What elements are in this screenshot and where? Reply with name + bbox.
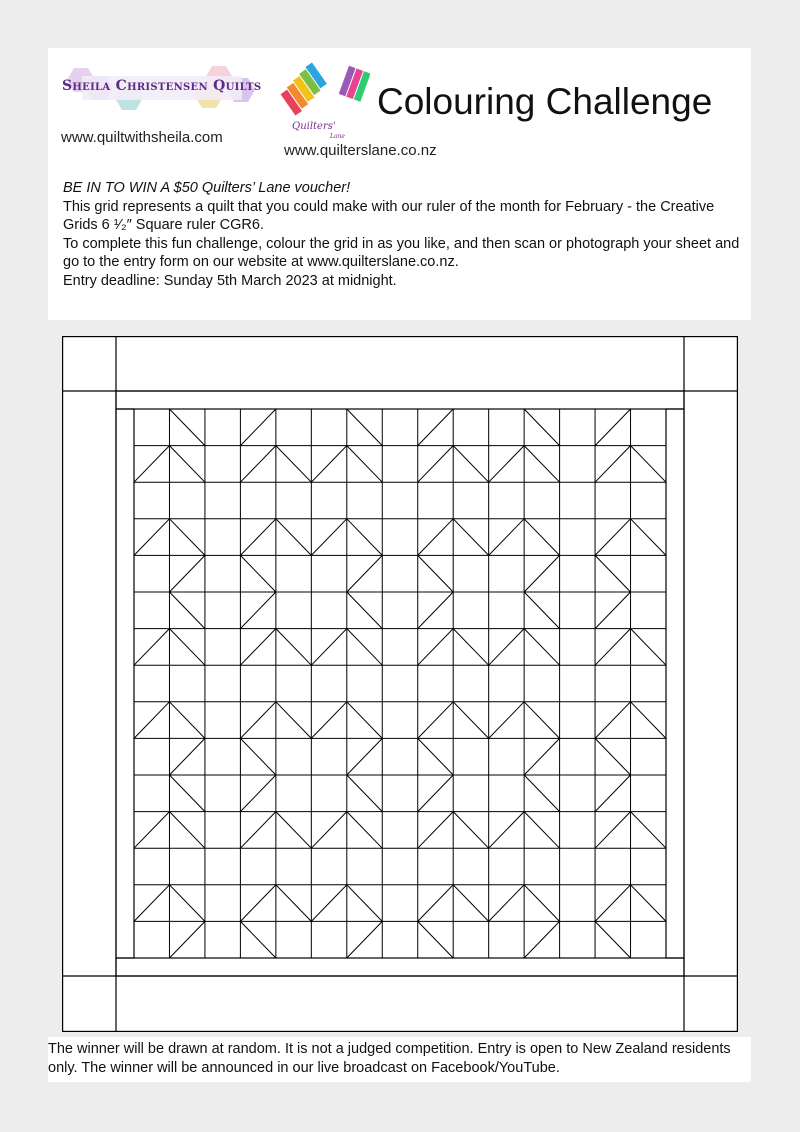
quilters-lane-logo [280, 58, 370, 138]
quilt-borders [62, 336, 738, 1032]
inner-border-right [666, 409, 684, 958]
quilters-lane-logo-text: Quilters' [292, 121, 336, 132]
quilt-colouring-area [62, 336, 738, 1032]
sheila-christensen-quilts-logo [62, 64, 262, 110]
half-square-triangle-diagonal [240, 592, 275, 629]
half-square-triangle-diagonal [524, 738, 559, 775]
half-square-triangle-diagonal [595, 555, 630, 592]
half-square-triangle-diagonal [418, 592, 453, 629]
half-square-triangle-diagonal [347, 519, 382, 556]
half-square-triangle-diagonal [240, 812, 275, 849]
half-square-triangle-diagonal [524, 519, 559, 556]
prize-headline: BE IN TO WIN A $50 Quilters’ Lane voucher! [63, 180, 351, 196]
half-square-triangle-diagonal [524, 409, 559, 446]
half-square-triangle-diagonal [347, 629, 382, 666]
half-square-triangle-diagonal [453, 812, 488, 849]
instructions-line-2: To complete this fun challenge, colour the grid in as you like, and then scan or photograph your sheet and go to the entry form on our website at www.quilterslane.co.nz. [63, 235, 740, 270]
half-square-triangle-diagonal [240, 446, 275, 483]
half-square-triangle-diagonal [134, 629, 169, 666]
half-square-triangle-diagonal [595, 446, 630, 483]
half-square-triangle-diagonal [418, 812, 453, 849]
half-square-triangle-diagonal [453, 629, 488, 666]
half-square-triangle-diagonal [595, 409, 630, 446]
half-square-triangle-diagonal [418, 409, 453, 446]
half-square-triangle-diagonal [489, 629, 524, 666]
half-square-triangle-diagonal [631, 446, 666, 483]
half-square-triangle-diagonal [595, 885, 630, 922]
inner-border-bottom [116, 958, 684, 976]
half-square-triangle-diagonal [418, 921, 453, 958]
half-square-triangle-diagonal [276, 885, 311, 922]
quilt-grid-drawing [62, 336, 738, 1032]
half-square-triangle-diagonal [453, 702, 488, 739]
half-square-triangle-diagonal [276, 519, 311, 556]
half-square-triangle-diagonal [418, 519, 453, 556]
inner-border-top [116, 391, 684, 409]
half-square-triangle-diagonal [524, 629, 559, 666]
half-square-triangle-diagonal [134, 885, 169, 922]
half-square-triangle-diagonal [311, 812, 346, 849]
half-square-triangle-diagonal [347, 775, 382, 812]
half-square-triangle-diagonal [595, 812, 630, 849]
sheila-logo-text: Sheila Christensen Quilts [62, 78, 262, 94]
half-square-triangle-diagonal [418, 446, 453, 483]
header-card [48, 48, 751, 320]
half-square-triangle-diagonal [169, 629, 204, 666]
half-square-triangle-diagonal [169, 592, 204, 629]
footer-card [48, 1037, 751, 1082]
half-square-triangle-diagonal [311, 446, 346, 483]
half-square-triangle-diagonal [631, 885, 666, 922]
half-square-triangle-diagonal [240, 555, 275, 592]
half-square-triangle-diagonal [524, 446, 559, 483]
half-square-triangle-diagonal [240, 519, 275, 556]
half-square-triangle-diagonal [347, 555, 382, 592]
quilt-centre-grid [134, 409, 666, 958]
half-square-triangle-diagonal [489, 446, 524, 483]
half-square-triangle-diagonal [347, 885, 382, 922]
half-square-triangle-diagonal [169, 555, 204, 592]
half-square-triangle-diagonal [418, 702, 453, 739]
half-square-triangle-diagonal [240, 629, 275, 666]
half-square-triangle-diagonal [276, 446, 311, 483]
half-square-triangle-diagonal [631, 702, 666, 739]
half-square-triangle-diagonal [524, 702, 559, 739]
half-square-triangle-diagonal [524, 775, 559, 812]
half-square-triangle-diagonal [347, 409, 382, 446]
half-square-triangle-diagonal [347, 702, 382, 739]
page-title: Colouring Challenge [377, 81, 713, 122]
half-square-triangle-diagonal [631, 629, 666, 666]
half-square-triangle-diagonal [489, 812, 524, 849]
entry-deadline: Entry deadline: Sunday 5th March 2023 at midnight. [63, 272, 397, 289]
half-square-triangle-diagonal [524, 885, 559, 922]
half-square-triangle-diagonal [631, 519, 666, 556]
quilters-lane-logo-subtext: Lane [330, 133, 345, 140]
half-square-triangle-diagonal [169, 738, 204, 775]
half-square-triangle-diagonal [169, 409, 204, 446]
half-square-triangle-diagonal [418, 629, 453, 666]
half-square-triangle-diagonal [595, 519, 630, 556]
half-square-triangle-diagonal [240, 885, 275, 922]
half-square-triangle-diagonal [169, 519, 204, 556]
half-square-triangle-diagonal [134, 702, 169, 739]
half-square-triangle-diagonal [524, 921, 559, 958]
half-square-triangle-diagonal [169, 775, 204, 812]
half-square-triangle-diagonal [631, 812, 666, 849]
half-square-triangle-diagonal [311, 885, 346, 922]
half-square-triangle-diagonal [489, 885, 524, 922]
half-square-triangle-diagonal [595, 775, 630, 812]
half-square-triangle-diagonal [489, 702, 524, 739]
half-square-triangle-diagonal [453, 885, 488, 922]
half-square-triangle-diagonal [595, 592, 630, 629]
half-square-triangle-diagonal [311, 629, 346, 666]
half-square-triangle-diagonal [311, 519, 346, 556]
half-square-triangle-diagonal [240, 702, 275, 739]
half-square-triangle-diagonal [524, 555, 559, 592]
challenge-instructions [63, 179, 743, 290]
instructions-line-1: This grid represents a quilt that you could make with our ruler of the month for February - the Creative Grids 6 ¹⁄₂″ Square ruler CGR6. [63, 198, 715, 233]
half-square-triangle-diagonal [595, 738, 630, 775]
half-square-triangle-diagonal [134, 812, 169, 849]
half-square-triangle-diagonal [595, 702, 630, 739]
half-square-triangle-diagonal [134, 519, 169, 556]
half-square-triangle-diagonal [347, 446, 382, 483]
quilt-outer-border [63, 337, 738, 1032]
half-square-triangle-diagonal [347, 738, 382, 775]
half-square-triangle-diagonal [240, 775, 275, 812]
half-square-triangle-diagonal [169, 812, 204, 849]
half-square-triangle-diagonal [240, 921, 275, 958]
half-square-triangle-diagonal [276, 812, 311, 849]
half-square-triangle-diagonal [418, 738, 453, 775]
half-square-triangle-diagonal [134, 446, 169, 483]
half-square-triangle-diagonal [169, 446, 204, 483]
half-square-triangle-diagonal [347, 921, 382, 958]
half-square-triangle-diagonal [595, 921, 630, 958]
half-square-triangle-diagonal [240, 409, 275, 446]
half-square-triangle-diagonal [595, 629, 630, 666]
half-square-triangle-diagonal [169, 921, 204, 958]
inner-border-left [116, 409, 134, 958]
half-square-triangle-diagonal [347, 812, 382, 849]
half-square-triangle-diagonal [347, 592, 382, 629]
half-square-triangle-diagonal [311, 702, 346, 739]
half-square-triangle-diagonal [489, 519, 524, 556]
quilters-lane-website-url[interactable]: www.quilterslane.co.nz [284, 142, 437, 159]
half-square-triangle-diagonal [418, 775, 453, 812]
half-square-triangle-diagonal [240, 738, 275, 775]
half-square-triangle-diagonal [524, 592, 559, 629]
half-square-triangle-diagonal [169, 885, 204, 922]
half-square-triangle-diagonal [453, 446, 488, 483]
sheila-website-url[interactable]: www.quiltwithsheila.com [61, 129, 223, 146]
competition-terms: The winner will be drawn at random. It is not a judged competition. Entry is open to New Zealand residents only. The winner will be announced in our live broadcast on Facebook/YouTube. [48, 1041, 731, 1076]
half-square-triangle-diagonal [276, 702, 311, 739]
half-square-triangle-diagonal [276, 629, 311, 666]
half-square-triangle-diagonal [418, 555, 453, 592]
half-square-triangle-diagonal [524, 812, 559, 849]
half-square-triangle-diagonal [453, 519, 488, 556]
half-square-triangle-diagonal [169, 702, 204, 739]
half-square-triangle-diagonal [418, 885, 453, 922]
